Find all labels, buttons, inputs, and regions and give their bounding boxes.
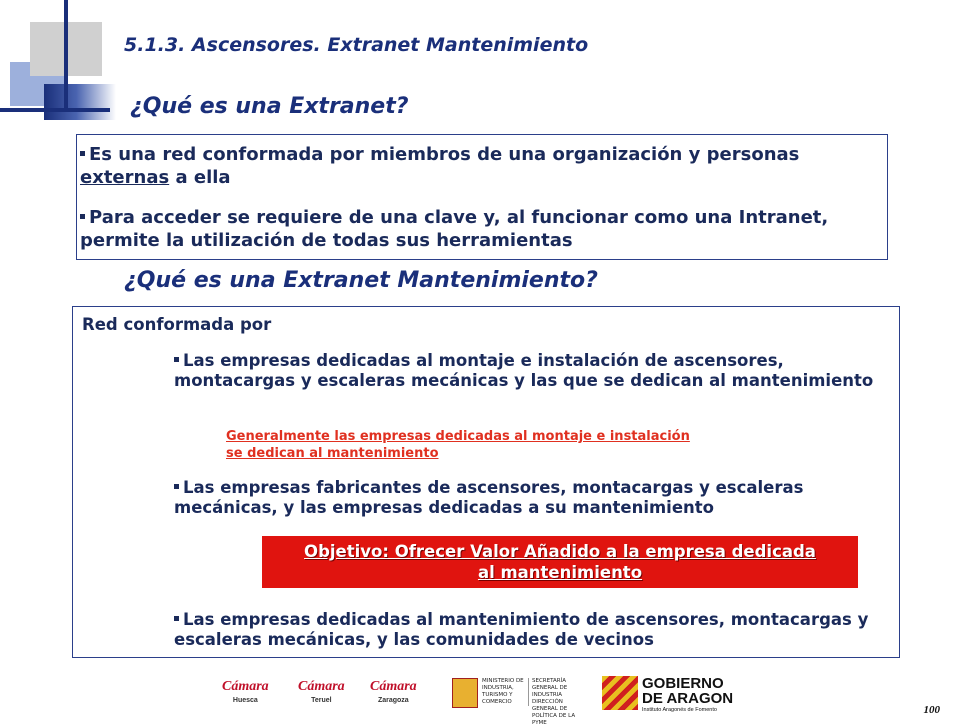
underlined-word: externas <box>80 167 170 188</box>
bullet-square-icon <box>80 151 85 156</box>
bullet-square-icon <box>80 214 85 219</box>
page-number: 100 <box>923 704 940 716</box>
bullet-access: Para acceder se requiere de una clave y, al funcionar como una Intranet, permite la utilización de todas sus herramientas <box>80 207 829 251</box>
list-item-maintenance: Las empresas dedicadas al mantenimiento de ascensores, montacargas y escaleras mecánicas, y las comunidades de vecinos <box>174 610 869 649</box>
gobierno-aragon-logo: GOBIERNO DE ARAGON Instituto Aragonés de Fomento <box>642 675 734 713</box>
decor-horizontal-line <box>0 108 110 112</box>
decor-vertical-line <box>64 0 68 110</box>
bullet-definition: Es una red conformada por miembros de una organización y personas externas a ella <box>80 144 800 188</box>
section-title: 5.1.3. Ascensores. Extranet Mantenimiento <box>124 34 589 56</box>
objective-banner: Objetivo: Ofrecer Valor Añadido a la empresa dedicada al mantenimiento <box>262 536 858 588</box>
bullet-square-icon <box>174 357 179 362</box>
installers-note: Generalmente las empresas dedicadas al montaje e instalación se dedican al mantenimiento <box>226 429 690 461</box>
ministry-logo: MINISTERIO DE INDUSTRIA, TURISMO Y COMERCIO SECRETARÍA GENERAL DE INDUSTRIA DIRECCIÓN GENERAL DE POLÍTICA DE LA PYME <box>452 676 582 710</box>
question-extranet-mantenimiento: ¿Qué es una Extranet Mantenimiento? <box>124 268 598 293</box>
coat-of-arms-icon <box>452 678 478 708</box>
question-extranet: ¿Qué es una Extranet? <box>130 94 409 119</box>
decor-gradient-bar <box>44 84 116 120</box>
list-item-installers: Las empresas dedicadas al montaje e instalación de ascensores, montacargas y escaleras mecánicas y las que se dedican al mantenimiento <box>174 351 874 390</box>
camara-huesca-logo: Cámara Huesca <box>222 679 269 704</box>
camara-zaragoza-logo: Cámara Zaragoza <box>370 679 417 704</box>
network-intro: Red conformada por <box>82 315 272 334</box>
bullet-square-icon <box>174 484 179 489</box>
camara-teruel-logo: Cámara Teruel <box>298 679 345 704</box>
bullet-square-icon <box>174 616 179 621</box>
list-item-manufacturers: Las empresas fabricantes de ascensores, montacargas y escaleras mecánicas, y las empresas dedicadas a su mantenimiento <box>174 478 804 517</box>
aragon-flag-icon <box>602 676 638 710</box>
